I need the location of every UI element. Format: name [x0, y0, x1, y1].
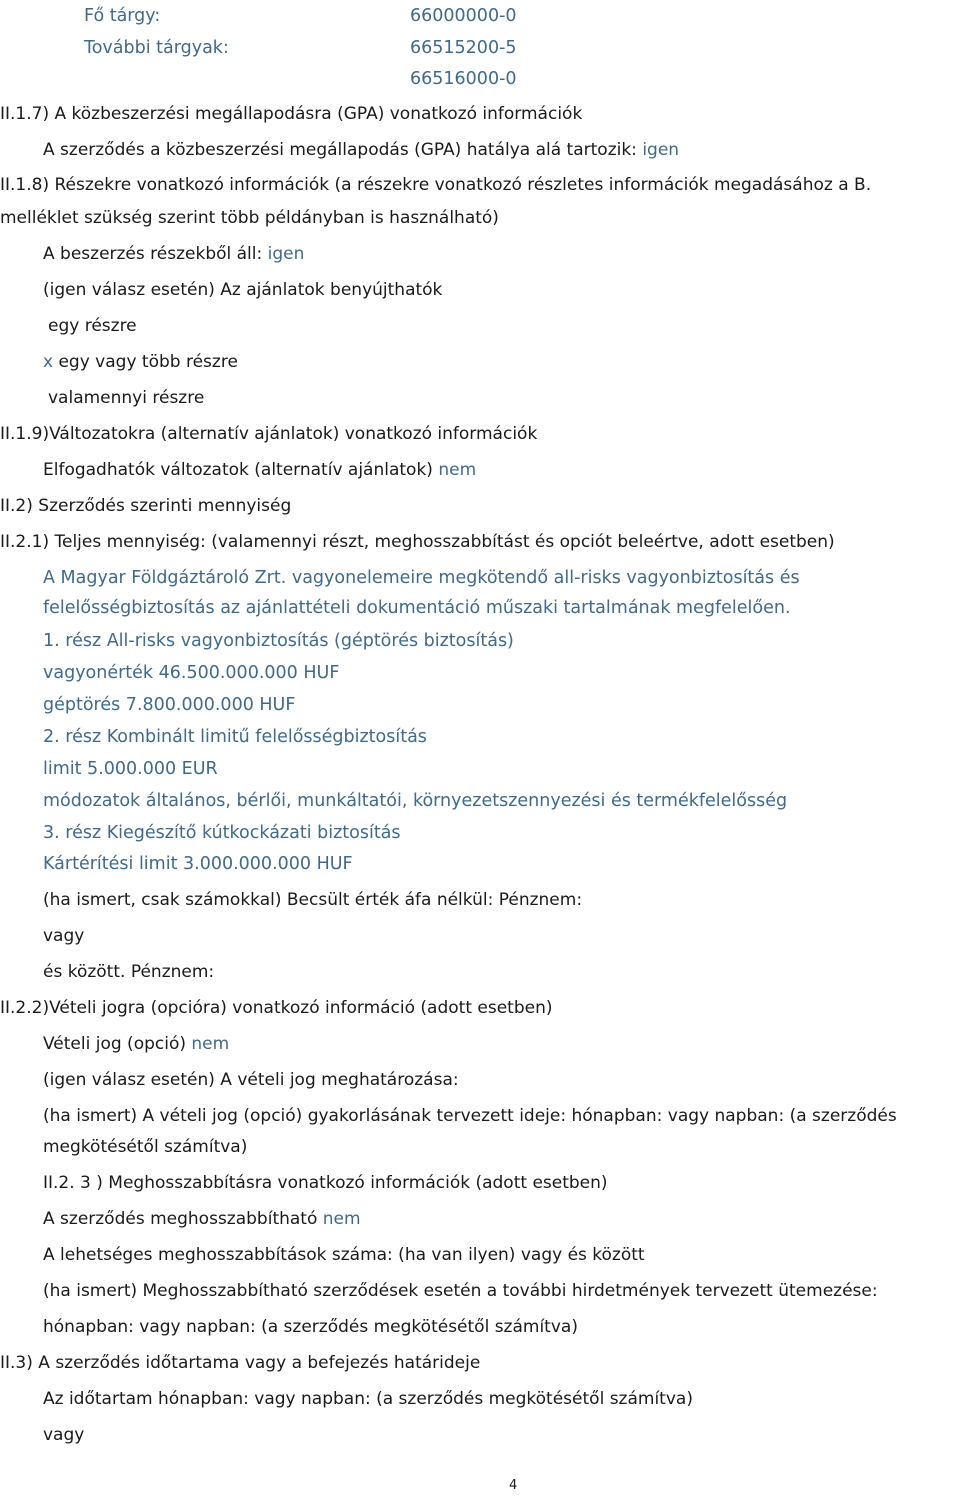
- parts-line: [43, 242, 304, 266]
- section-heading: II.3) A szerződés időtartama vagy a befejezés határideje: [0, 1353, 481, 1373]
- section-heading: II.2. 3 ) Meghosszabbításra vonatkozó információk (adott esetben): [43, 1173, 608, 1193]
- extension-count: A lehetséges meghosszabbítások száma: (ha van ilyen) vagy és között: [43, 1245, 645, 1265]
- or-text: vagy: [43, 1425, 85, 1445]
- page-number: 4: [509, 1478, 518, 1493]
- quantity-line: módozatok általános, bérlői, munkáltatói, környezetszennyezési és termékfelelősség: [43, 791, 788, 811]
- additional-subject-code: 66516000-0: [410, 69, 517, 89]
- option-definition: (igen válasz esetén) A vételi jog meghatározása:: [43, 1070, 459, 1090]
- between-text: és között. Pénznem:: [43, 962, 215, 982]
- quantity-line: 1. rész All-risks vagyonbiztosítás (géptörés biztosítás): [43, 631, 514, 651]
- variants-value: nem: [438, 460, 477, 480]
- quantity-line: A Magyar Földgáztároló Zrt. vagyonelemeire megkötendő all-risks vagyonbiztosítás és: [43, 568, 800, 588]
- main-subject-code: 66000000-0: [410, 6, 517, 26]
- option-all-parts: valamennyi részre: [48, 388, 205, 408]
- extendable-text: A szerződés meghosszabbítható: [43, 1209, 318, 1229]
- variants-line: [43, 458, 476, 482]
- option-line: [43, 1032, 229, 1056]
- parts-value: igen: [267, 244, 305, 264]
- quantity-line: 3. rész Kiegészítő kútkockázati biztosítás: [43, 823, 401, 843]
- additional-subject-code: 66515200-5: [410, 38, 517, 58]
- offers-text: (igen válasz esetén) Az ajánlatok benyújthatók: [43, 280, 443, 300]
- option-value: nem: [191, 1034, 230, 1054]
- option-text: Vételi jog (opció): [43, 1034, 186, 1054]
- section-heading: II.1.7) A közbeszerzési megállapodásra (GPA) vonatkozó információk: [0, 104, 583, 124]
- parts-text: A beszerzés részekből áll:: [43, 244, 263, 264]
- gpa-line: [43, 138, 679, 162]
- main-subject-label: Fő tárgy:: [84, 6, 161, 26]
- quantity-line: 2. rész Kombinált limitű felelősségbiztosítás: [43, 727, 427, 747]
- quantity-line: géptörés 7.800.000.000 HUF: [43, 695, 296, 715]
- additional-subjects-label: További tárgyak:: [84, 38, 229, 58]
- extension-schedule-detail: hónapban: vagy napban: (a szerződés megkötésétől számítva): [43, 1317, 578, 1337]
- section-heading-continued: melléklet szükség szerint több példányban is használható): [0, 208, 499, 228]
- extendable-line: [43, 1207, 361, 1231]
- section-heading: II.1.8) Részekre vonatkozó információk (a részekre vonatkozó részletes információk megadásához a B.: [0, 175, 872, 195]
- option-label: egy vagy több részre: [58, 352, 238, 372]
- duration-text: Az időtartam hónapban: vagy napban: (a szerződés megkötésétől számítva): [43, 1389, 693, 1409]
- quantity-line: Kártérítési limit 3.000.000.000 HUF: [43, 854, 353, 874]
- option-one-part: egy részre: [48, 316, 137, 336]
- option-one-or-more-parts: [43, 350, 238, 374]
- extension-schedule: (ha ismert) Meghosszabbítható szerződések esetén a további hirdetmények tervezett ütemezése:: [43, 1281, 878, 1301]
- gpa-value: igen: [642, 140, 680, 160]
- quantity-line: felelősségbiztosítás az ajánlattételi dokumentáció műszaki tartalmának megfelelően.: [43, 598, 791, 618]
- section-heading: II.1.9)Változatokra (alternatív ajánlatok) vonatkozó információk: [0, 424, 538, 444]
- quantity-line: limit 5.000.000 EUR: [43, 759, 218, 779]
- quantity-line: vagyonérték 46.500.000.000 HUF: [43, 663, 340, 683]
- section-heading: II.2.2)Vételi jogra (opcióra) vonatkozó információ (adott esetben): [0, 998, 553, 1018]
- option-timing: (ha ismert) A vételi jog (opció) gyakorlásának tervezett ideje: hónapban: vagy napban: (a szerződés: [43, 1106, 897, 1126]
- or-text: vagy: [43, 926, 85, 946]
- section-heading: II.2.1) Teljes mennyiség: (valamennyi részt, meghosszabbítást és opciót beleértve, adott esetben): [0, 532, 835, 552]
- gpa-text: A szerződés a közbeszerzési megállapodás (GPA) hatálya alá tartozik:: [43, 140, 637, 160]
- variants-text: Elfogadhatók változatok (alternatív ajánlatok): [43, 460, 433, 480]
- estimate-text: (ha ismert, csak számokkal) Becsült érték áfa nélkül: Pénznem:: [43, 890, 583, 910]
- section-heading: II.2) Szerződés szerinti mennyiség: [0, 496, 292, 516]
- option-timing-continued: megkötésétől számítva): [43, 1137, 248, 1157]
- extendable-value: nem: [322, 1209, 361, 1229]
- selected-mark: x: [43, 352, 54, 372]
